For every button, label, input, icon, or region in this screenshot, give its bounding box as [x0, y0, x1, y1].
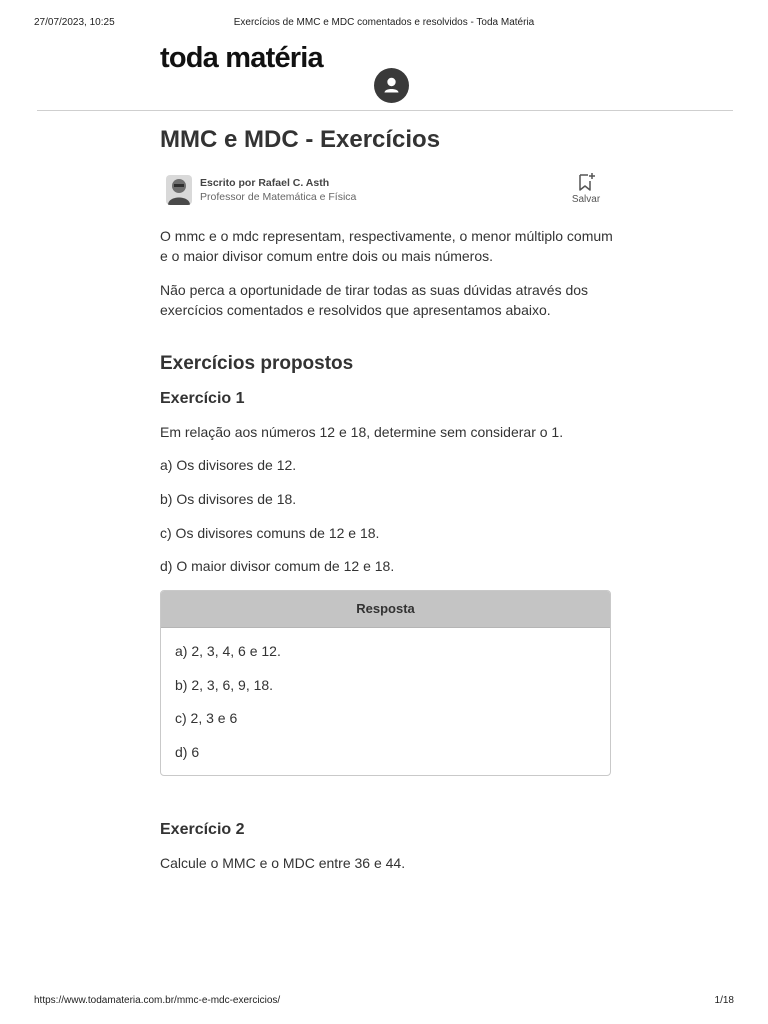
author-name[interactable]: Escrito por Rafael C. Asth — [200, 177, 330, 189]
answer-box — [160, 590, 611, 776]
answer-toggle-button[interactable]: Resposta — [161, 591, 610, 628]
header-divider — [37, 110, 733, 111]
print-document-title: Exercícios de MMC e MDC comentados e resolvidos - Toda Matéria — [233, 17, 535, 28]
exercise-2-statement: Calcule o MMC e o MDC entre 36 e 44. — [160, 855, 406, 871]
print-footer — [34, 995, 734, 1009]
answer-item: d) 6 — [175, 744, 200, 760]
answer-item: c) 2, 3 e 6 — [175, 710, 238, 726]
section-heading: Exercícios propostos — [160, 353, 354, 374]
author-role: Professor de Matemática e Física — [200, 191, 357, 203]
exercise-1-item: a) Os divisores de 12. — [160, 457, 297, 473]
user-account-button[interactable] — [374, 68, 409, 103]
page-indicator: 1/18 — [714, 995, 734, 1006]
print-datetime: 27/07/2023, 10:25 — [34, 17, 115, 28]
save-button[interactable] — [566, 172, 606, 210]
intro-paragraph: O mmc e o mdc representam, respectivamente, o menor múltiplo comum e o maior divisor comum entre dois ou mais números. — [160, 228, 613, 264]
author-avatar — [166, 175, 192, 205]
print-header — [34, 17, 734, 31]
save-label: Salvar — [571, 194, 601, 205]
site-logo[interactable]: toda matéria — [160, 42, 323, 74]
exercise-1-heading: Exercício 1 — [160, 390, 245, 407]
answer-item: b) 2, 3, 6, 9, 18. — [175, 677, 274, 693]
page-title: MMC e MDC - Exercícios — [160, 126, 441, 153]
answer-item: a) 2, 3, 4, 6 e 12. — [175, 643, 281, 659]
user-icon — [374, 68, 409, 103]
exercise-1-item: c) Os divisores comuns de 12 e 18. — [160, 525, 380, 541]
exercise-2-heading: Exercício 2 — [160, 821, 245, 838]
exercise-1-statement: Em relação aos números 12 e 18, determine sem considerar o 1. — [160, 424, 564, 440]
exercise-1-item: b) Os divisores de 18. — [160, 491, 297, 507]
print-url: https://www.todamateria.com.br/mmc-e-mdc-exercicios/ — [34, 995, 281, 1006]
exercise-1-item: d) O maior divisor comum de 12 e 18. — [160, 558, 395, 574]
intro-paragraph: Não perca a oportunidade de tirar todas as suas dúvidas através dos exercícios comentados e resolvidos que apresentamos abaixo. — [160, 282, 589, 318]
bookmark-add-icon — [576, 172, 596, 192]
